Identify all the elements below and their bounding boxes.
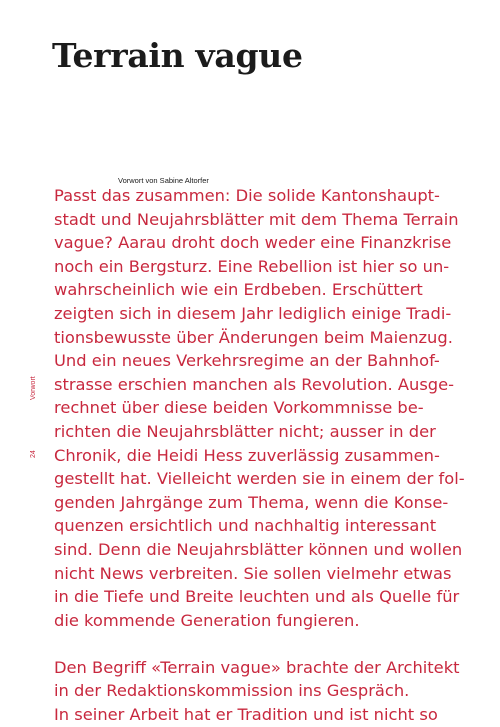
- text-line: Chronik, die Heidi Hess zuverlässig zusammen-: [54, 445, 440, 465]
- text-line: Und ein neues Verkehrsregime an der Bahnhof-: [54, 351, 440, 371]
- page-title: Terrain vague: [52, 36, 303, 75]
- page-number: 24: [30, 450, 37, 458]
- byline: Vorwort von Sabine Altorfer: [118, 176, 209, 185]
- paragraph-2: [54, 656, 460, 727]
- text-line: gestellt hat. Vielleicht werden sie in einem der fol-: [54, 469, 465, 489]
- text-line: vague? Aarau droht doch weder eine Finanzkrise: [54, 233, 452, 253]
- text-line: stadt und Neujahrsblätter mit dem Thema Terrain: [54, 209, 459, 229]
- text-line: Passt das zusammen: Die solide Kantonshaupt-: [54, 186, 440, 205]
- text-line: noch ein Bergsturz. Eine Rebellion ist hier so un-: [54, 256, 450, 276]
- text-line: richten die Neujahrsblätter nicht; ausser in der: [54, 421, 436, 441]
- text-line: die kommende Generation fungieren.: [54, 610, 360, 630]
- text-line: rechnet über diese beiden Vorkommnisse be-: [54, 398, 424, 418]
- section-side-label: Vorwort: [30, 376, 37, 400]
- text-line: In seiner Arbeit hat er Tradition und ist nicht so: [54, 705, 438, 725]
- body-text: [54, 184, 465, 727]
- text-line: sind. Denn die Neujahrsblätter können und wollen: [54, 539, 463, 559]
- paragraph-1: [54, 184, 465, 632]
- text-line: zeigten sich in diesem Jahr lediglich einige Tradi-: [54, 303, 452, 323]
- paragraph-gap: [54, 632, 454, 656]
- text-line: quenzen ersichtlich und nachhaltig interessant: [54, 516, 437, 536]
- text-line: strasse erschien manchen als Revolution. Ausge-: [54, 374, 455, 394]
- text-line: in der Redaktionskommission ins Gespräch.: [54, 681, 410, 701]
- text-line: Den Begriff «Terrain vague» brachte der Architekt: [54, 657, 460, 677]
- text-line: genden Jahrgänge zum Thema, wenn die Konse-: [54, 492, 449, 512]
- text-line: tionsbewusste über Änderungen beim Maienzug.: [54, 327, 453, 347]
- text-line: in die Tiefe und Breite leuchten und als Quelle für: [54, 587, 460, 607]
- text-line: wahrscheinlich wie ein Erdbeben. Erschüttert: [54, 280, 423, 300]
- text-line: nicht News verbreiten. Sie sollen vielmehr etwas: [54, 563, 452, 583]
